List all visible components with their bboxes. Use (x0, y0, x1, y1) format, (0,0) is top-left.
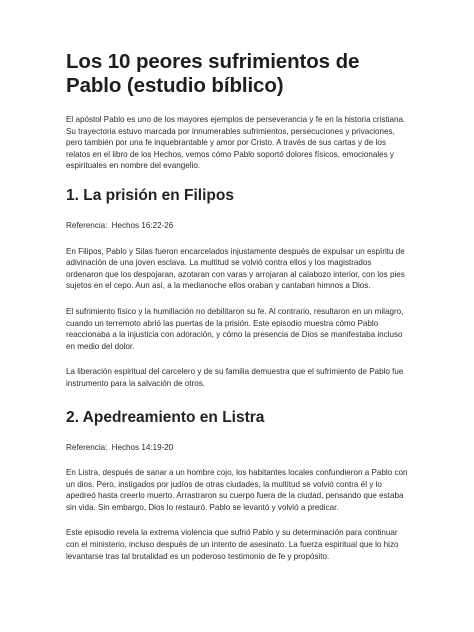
reference-value: Hechos 14:19-20 (111, 442, 174, 452)
section-paragraph: Este episodio revela la extrema violencia que sufrió Pablo y su determinación para continuar con el ministerio, incluso después de un intento de asesinato. La fuerza espiritual que lo hizo levantarse tras tal brutalidad es un poderoso testimonio de fe y propósito. (66, 528, 399, 561)
section-paragraph: El sufrimiento físico y la humillación no debilitaron su fe. Al contrario, resultaron en un milagro, cuando un terremoto abrió las puertas de la prisión. Este episodio muestra cómo Pablo reaccionaba a la injusticia con adoración, y cómo la presencia de Dios se manifestaba incluso en medio del dolor. (66, 306, 404, 351)
section-reference (66, 442, 410, 454)
section-paragraph: La liberación espiritual del carcelero y de su familia demuestra que el sufrimiento de Pablo fue instrumento para la salvación de otros. (66, 367, 404, 388)
reference-label: Referencia: (66, 220, 108, 230)
reference-value: Hechos 16:22-26 (111, 220, 174, 230)
section-heading: 1. La prisión en Filipos (66, 186, 234, 204)
section-paragraph: En Listra, después de sanar a un hombre cojo, los habitantes locales confundieron a Pablo con un dios. Pero, instigados por judíos de otras ciudades, la multitud se volvió contra él y lo apedreó hasta creerlo muerto. Arrastraron su cuerpo fuera de la ciudad, pensando que estaba sin vida. Sin embargo, Dios lo restauró. Pablo se levantó y volvió a predicar. (66, 468, 408, 512)
section-2 (66, 408, 410, 563)
section-heading: 2. Apedreamiento en Listra (66, 408, 265, 426)
reference-label: Referencia: (66, 442, 108, 452)
section-reference (66, 220, 410, 232)
intro-paragraph: El apóstol Pablo es uno de los mayores ejemplos de perseverancia y fe en la historia cristiana. Su trayectoria estuvo marcada por innumerables sufrimientos, persecuciones y privaciones, pero también por una fe inquebrantable y amor por Cristo. A través de sus cartas y de los relatos en el libro de los Hechos, vemos cómo Pablo soportó dolores físicos, emocionales y espirituales en nombre del evangelio. (66, 115, 406, 171)
section-1 (66, 186, 410, 390)
section-paragraph: En Filipos, Pablo y Silas fueron encarcelados injustamente después de expulsar un espíritu de adivinación de una joven esclava. La multitud se volvió contra ellos y los magistrados ordenaron que los despojaran, azotaran con varas y arrojaran al calabozo interior, con los pies sujetos en el cepo. Aun así, a la medianoche ellos oraban y cantaban himnos a Dios. (66, 246, 405, 291)
page-title: Los 10 peores sufrimientos de Pablo (estudio bíblico) (66, 50, 360, 97)
